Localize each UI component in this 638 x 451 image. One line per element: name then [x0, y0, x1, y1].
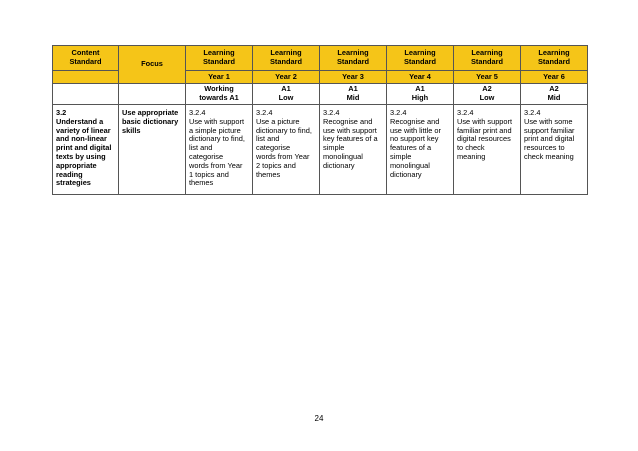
band-text: A1 [348, 84, 358, 93]
cell-line: use with little or [390, 125, 441, 135]
cell-line: 3.2.4 [390, 108, 407, 117]
header-text: Learning [337, 48, 369, 58]
cell-line: Use a picture [256, 116, 300, 126]
cell-line: check meaning [524, 151, 574, 161]
learning-standard-cell [186, 105, 253, 195]
band-text: towards A1 [199, 92, 239, 102]
cell-line: to check [457, 143, 485, 153]
cell-line: key features of a [323, 134, 378, 144]
cell-line: familiar print and [457, 125, 512, 135]
header-text: Standard [336, 57, 370, 66]
cell-line: and non-linear [56, 134, 107, 144]
cell-line: themes [189, 178, 214, 188]
cell-line: categorise [256, 143, 291, 153]
learning-standard-cell [387, 105, 454, 195]
header-text: Learning [404, 48, 436, 58]
cell-line: Use appropriate [122, 108, 179, 117]
band-text: A2 [549, 84, 559, 93]
learning-standard-header [320, 46, 387, 71]
cell-line: simple [323, 143, 345, 153]
band-text: Mid [547, 92, 561, 102]
cell-line: use with support [323, 125, 377, 135]
cell-line: variety of linear [56, 125, 111, 135]
standard-row [53, 105, 588, 195]
header-text: Learning [270, 48, 302, 58]
learning-standard-cell [454, 105, 521, 195]
band-text: Low [479, 92, 495, 102]
cell-line: features of a [390, 143, 432, 153]
cell-line: texts by using [56, 151, 106, 161]
year-cell: Year 6 [521, 71, 588, 84]
content-standard-cell [53, 105, 119, 195]
learning-standard-header [454, 46, 521, 71]
band-text: High [411, 92, 429, 102]
header-text: Standard [202, 57, 236, 66]
band-blank-cell [119, 84, 186, 105]
cell-line: 3.2.4 [457, 108, 474, 117]
cell-line: meaning [457, 151, 486, 161]
learning-standard-header [387, 46, 454, 71]
band-cell [521, 84, 588, 105]
header-text: Learning [538, 48, 570, 58]
cell-line: themes [256, 169, 281, 179]
cell-line: reading [56, 169, 83, 179]
band-cell [387, 84, 454, 105]
year-blank-cell [53, 71, 119, 84]
learning-standard-header [186, 46, 253, 71]
learning-standard-header [253, 46, 320, 71]
year-cell: Year 2 [253, 71, 320, 84]
band-cell [253, 84, 320, 105]
cell-line: 3.2.4 [323, 108, 340, 117]
learning-standard-header [521, 46, 588, 71]
cell-line: monolingual [390, 160, 430, 170]
year-cell: Year 3 [320, 71, 387, 84]
cell-line: Understand a [56, 116, 104, 126]
cell-line: words from Year [256, 151, 310, 161]
focus-header [119, 46, 186, 84]
cell-line: no support key [390, 134, 439, 144]
cell-line: support familiar [524, 125, 575, 135]
cell-line: print and digital [56, 143, 112, 153]
year-cell: Year 4 [387, 71, 454, 84]
cell-line: resources to [524, 143, 565, 153]
curriculum-table [52, 45, 588, 195]
header-row [53, 46, 588, 71]
cell-line: 2 topics and [256, 160, 296, 170]
cell-line: list and [256, 134, 280, 144]
cell-line: words from Year [189, 160, 243, 170]
band-text: Low [278, 92, 294, 102]
cell-line: skills [122, 125, 141, 135]
learning-standard-cell [320, 105, 387, 195]
cell-line: 3.2 [56, 108, 67, 117]
content-standard-header [53, 46, 119, 71]
cell-line: Recognise and [323, 116, 373, 126]
cell-line: strategies [56, 178, 91, 188]
band-cell [186, 84, 253, 105]
cell-line: print and digital [524, 134, 575, 144]
cell-line: Use with support [189, 116, 245, 126]
cell-line: categorise [189, 151, 224, 161]
header-text: Learning [203, 48, 235, 58]
header-text: Learning [471, 48, 503, 58]
header-text: Content [71, 48, 100, 58]
band-text: Mid [346, 92, 360, 102]
cell-line: 3.2.4 [256, 108, 273, 117]
cell-line: simple [390, 151, 412, 161]
cell-line: 1 topics and [189, 169, 229, 179]
learning-standard-cell [521, 105, 588, 195]
cell-line: Recognise and [390, 116, 440, 126]
cell-line: 3.2.4 [524, 108, 541, 117]
page-number: 24 [314, 414, 324, 423]
cell-line: dictionary to find, [189, 134, 245, 144]
header-text: Standard [537, 57, 571, 66]
header-text: Standard [69, 57, 102, 66]
cell-line: list and [189, 143, 213, 153]
band-text: Working [204, 84, 234, 93]
band-text: A2 [482, 84, 492, 93]
header-text: Standard [470, 57, 504, 66]
focus-cell [119, 105, 186, 195]
header-text: Standard [403, 57, 437, 66]
band-text: A1 [281, 84, 291, 93]
header-text: Standard [269, 57, 303, 66]
cell-line: Use with support [457, 116, 513, 126]
cell-line: dictionary [390, 169, 422, 179]
cell-line: Use with some [524, 116, 573, 126]
cell-line: dictionary to find, [256, 125, 312, 135]
band-blank-cell [53, 84, 119, 105]
cell-line: digital resources [457, 134, 511, 144]
cell-line: monolingual [323, 151, 363, 161]
header-text: Focus [141, 59, 163, 69]
year-cell: Year 1 [186, 71, 253, 84]
band-cell [454, 84, 521, 105]
band-row [53, 84, 588, 105]
cell-line: a simple picture [189, 125, 241, 135]
band-cell [320, 84, 387, 105]
cell-line: 3.2.4 [189, 108, 206, 117]
band-text: A1 [415, 84, 425, 93]
cell-line: basic dictionary [122, 116, 179, 126]
cell-line: dictionary [323, 160, 355, 170]
cell-line: appropriate [56, 160, 97, 170]
learning-standard-cell [253, 105, 320, 195]
year-cell: Year 5 [454, 71, 521, 84]
